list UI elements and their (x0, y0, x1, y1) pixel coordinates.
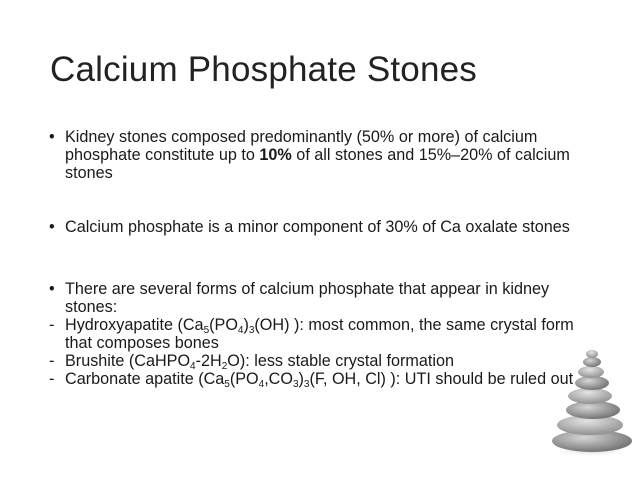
subscript: 3 (303, 379, 310, 390)
bullet-item-2 (49, 218, 604, 236)
dash-mark: - (49, 352, 55, 370)
form-item-carbonate-apatite (49, 370, 604, 388)
bullet-item-3 (49, 280, 604, 316)
formula-text: (PO (229, 370, 259, 388)
bullet-item-1 (49, 128, 604, 182)
subscript: 5 (203, 325, 210, 336)
bullet-mark: • (49, 280, 55, 298)
form-item-hydroxyapatite (49, 316, 604, 352)
formula-text: -2H (195, 352, 222, 370)
formula-text: ) (298, 370, 304, 388)
formula-text: ) (243, 316, 249, 334)
subscript: 4 (258, 379, 265, 390)
bullet-3-text: There are several forms of calcium phosphate that appear in kidney stones: (65, 280, 550, 316)
subscript: 3 (248, 325, 255, 336)
subscript: 3 (292, 379, 299, 390)
dash-mark: - (49, 316, 55, 334)
stacked-stones-image (544, 337, 634, 457)
bullet-1-bold: 10% (259, 146, 292, 164)
bullet-1-text: Kidney stones composed predominantly (50% or more) of calcium phosphate constitute up to (65, 128, 538, 164)
subscript: 4 (190, 361, 196, 372)
slide-title: Calcium Phosphate Stones (50, 50, 477, 89)
formula-text: ,CO (264, 370, 293, 388)
bullet-1-text-end: of all stones and 15%–20% of calcium stones (65, 146, 570, 182)
bullet-2-text: Calcium phosphate is a minor component of 30% of Ca oxalate stones (65, 218, 570, 236)
subscript: 2 (221, 361, 228, 372)
formula-text: (F, OH, Cl) ): UTI should be ruled out (309, 370, 574, 388)
subscript: 4 (237, 325, 244, 336)
dash-mark: - (49, 370, 55, 388)
formula-text: O): less stable crystal formation (227, 352, 454, 370)
formula-text: Hydroxyapatite (Ca (65, 316, 204, 334)
formula-text: (PO (209, 316, 238, 334)
form-item-brushite (49, 352, 604, 370)
bullet-mark: • (49, 128, 55, 146)
formula-text: Carbonate apatite (Ca (65, 370, 225, 388)
subscript: 5 (224, 379, 230, 390)
formula-text: (OH) ): most common, the same crystal form that composes bones (65, 316, 574, 352)
bullet-mark: • (49, 218, 55, 236)
formula-text: Brushite (CaHPO (65, 352, 191, 370)
slide-body (49, 128, 604, 388)
